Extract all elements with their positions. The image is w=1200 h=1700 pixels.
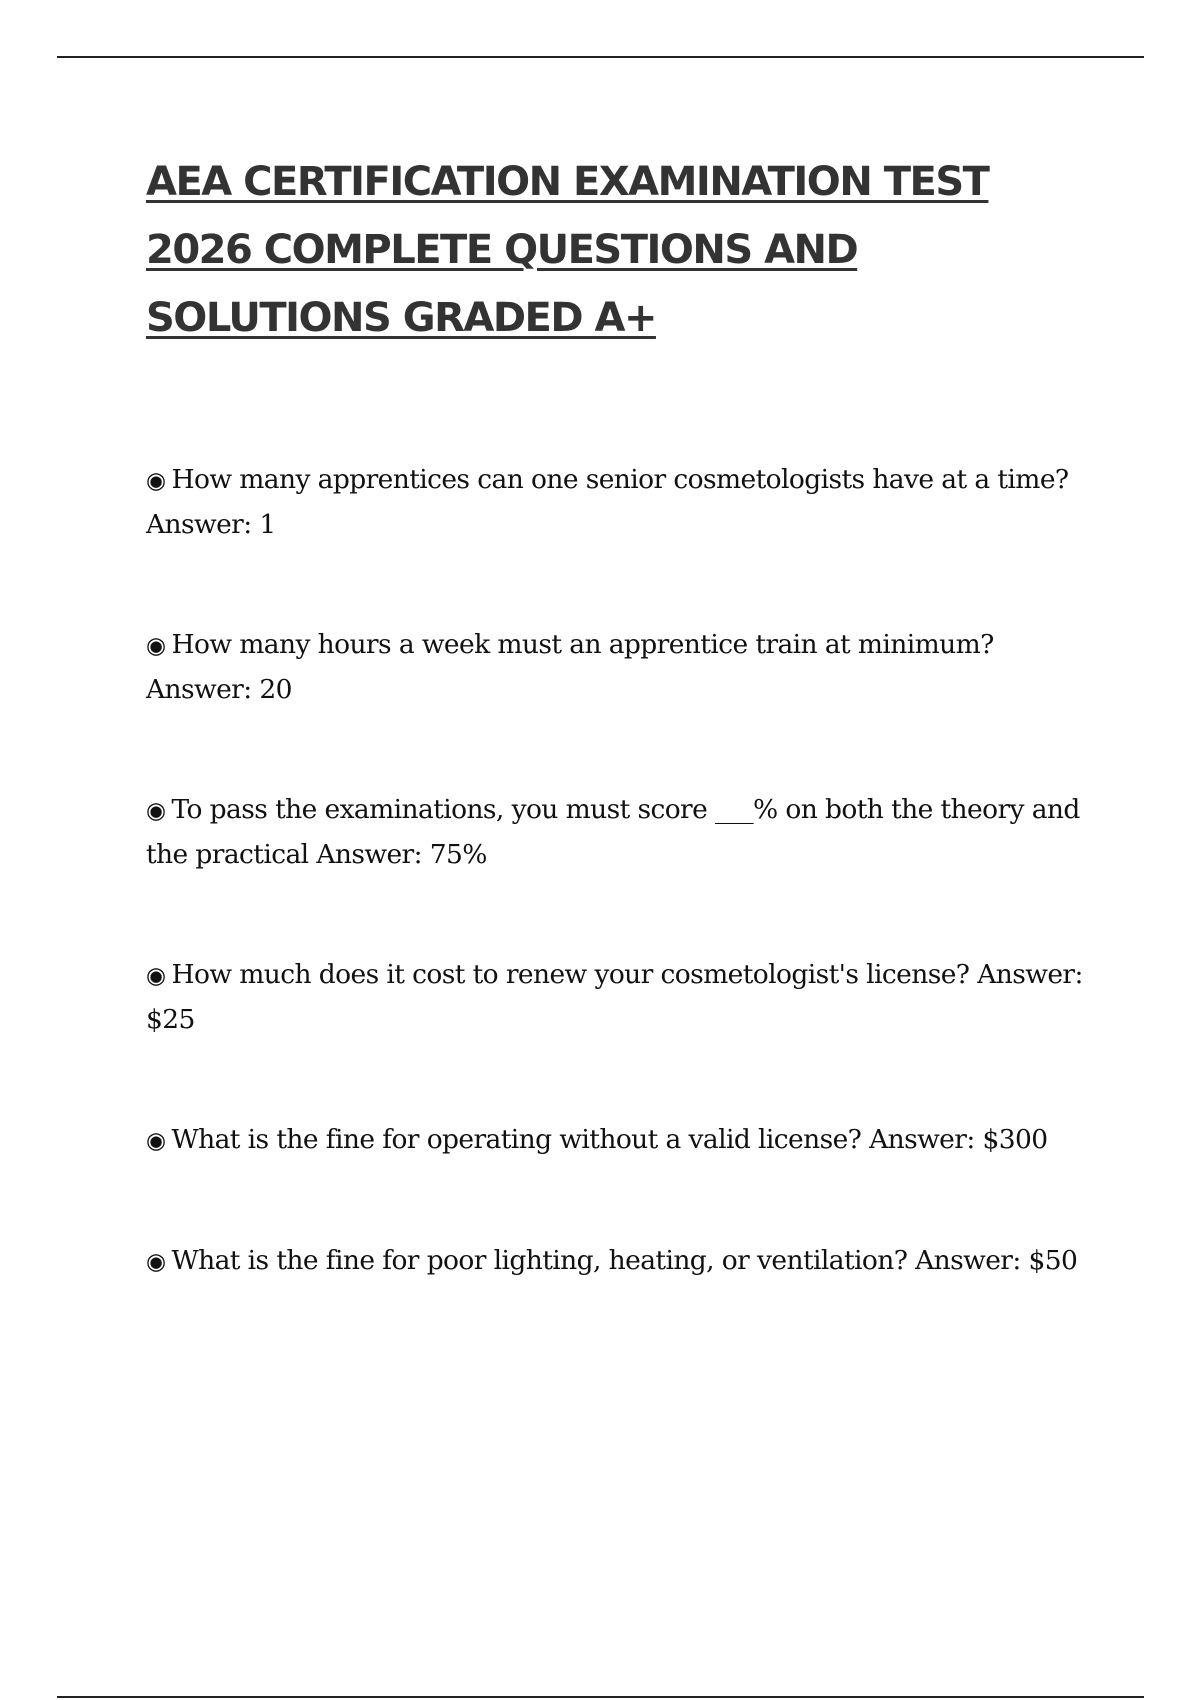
top-divider — [57, 56, 1144, 58]
bottom-divider — [57, 1696, 1144, 1698]
question-text: To pass the examinations, you must score ___% on both the theory and the practical Answer: 75% — [146, 794, 1080, 870]
radio-bullet-icon: ◉ — [146, 1128, 166, 1154]
radio-bullet-icon: ◉ — [146, 468, 166, 494]
question-item — [146, 953, 1086, 1042]
question-item — [146, 458, 1086, 547]
question-text: What is the fine for poor lighting, heating, or ventilation? Answer: $50 — [171, 1245, 1078, 1276]
question-text: How much does it cost to renew your cosmetologist's license? Answer: $25 — [146, 959, 1083, 1035]
document-body — [146, 148, 1096, 1360]
radio-bullet-icon: ◉ — [146, 1249, 166, 1275]
question-text: How many apprentices can one senior cosmetologists have at a time? Answer: 1 — [146, 464, 1069, 540]
question-text: What is the fine for operating without a valid license? Answer: $300 — [171, 1124, 1048, 1155]
radio-bullet-icon: ◉ — [146, 963, 166, 989]
radio-bullet-icon: ◉ — [146, 798, 166, 824]
document-title: AEA CERTIFICATION EXAMINATION TEST 2026 COMPLETE QUESTIONS AND SOLUTIONS GRADED A+ — [146, 159, 989, 341]
radio-bullet-icon: ◉ — [146, 633, 166, 659]
question-item — [146, 623, 1086, 712]
question-item — [146, 1239, 1086, 1284]
question-text: How many hours a week must an apprentice train at minimum? Answer: 20 — [146, 629, 994, 705]
question-item — [146, 1118, 1086, 1163]
question-item — [146, 788, 1086, 877]
question-list — [146, 458, 1096, 1284]
